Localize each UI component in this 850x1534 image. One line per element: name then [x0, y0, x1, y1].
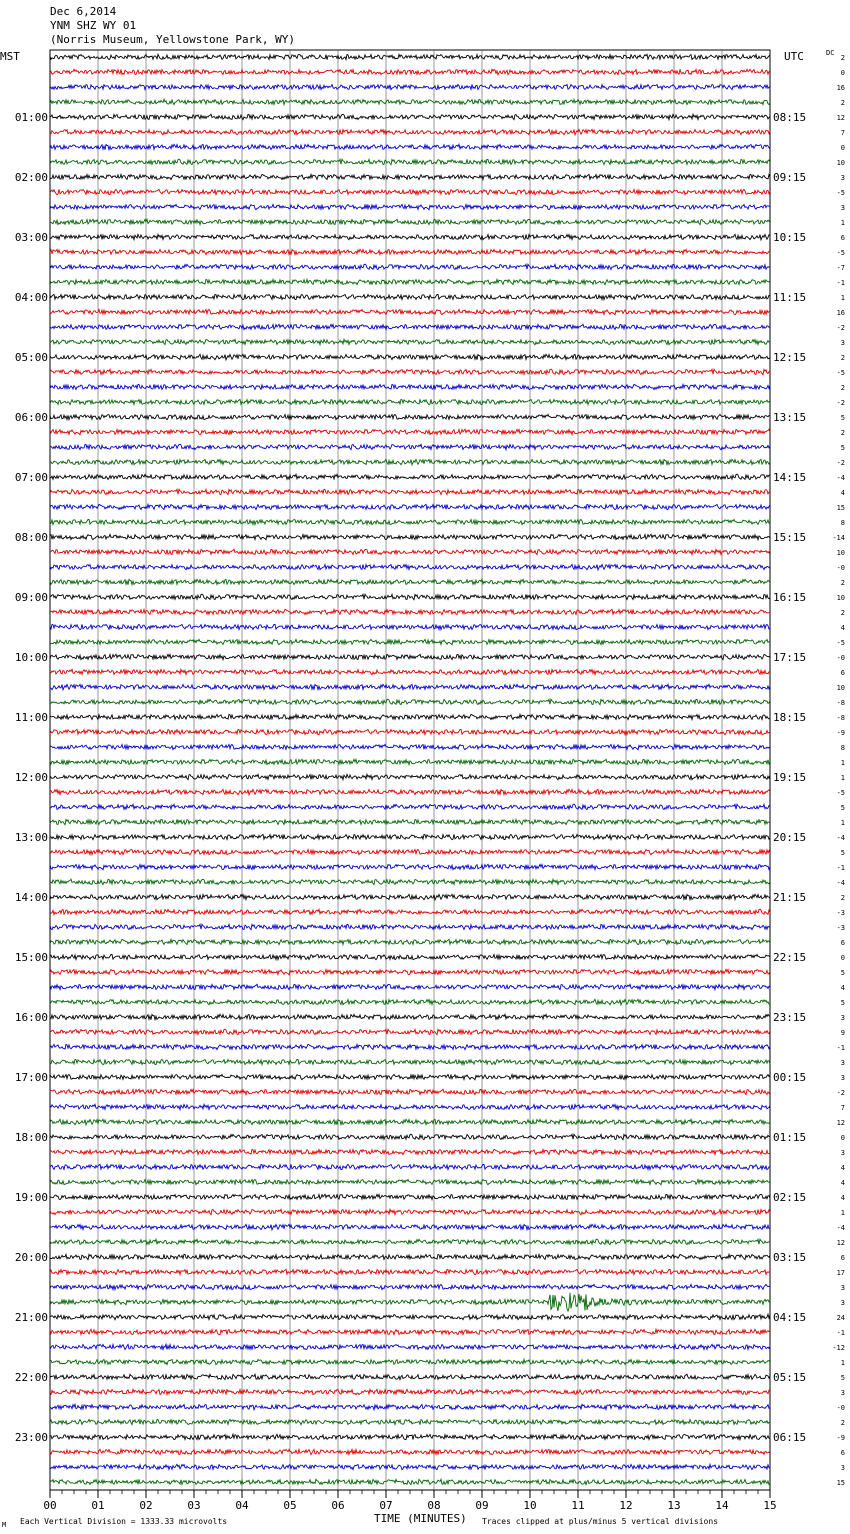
utc-hour-label: 08:15	[773, 111, 807, 124]
seismic-trace-83	[50, 1293, 770, 1311]
dc-offset-label: 15	[836, 1479, 845, 1487]
seismic-trace-73	[50, 1149, 770, 1154]
dc-offset-label: 2	[840, 429, 845, 437]
dc-offset-label: 4	[840, 1164, 845, 1172]
dc-offset-label: -1	[836, 279, 845, 287]
dc-offset-label: 4	[840, 984, 845, 992]
seismic-trace-38	[50, 624, 770, 629]
mst-hour-label: 01:00	[14, 111, 48, 124]
x-tick-label: 05	[283, 1499, 297, 1512]
seismic-trace-3	[50, 99, 770, 104]
seismic-trace-43	[50, 699, 770, 705]
seismic-trace-28	[50, 474, 770, 479]
utc-hour-label: 03:15	[773, 1251, 807, 1264]
dc-offset-label: -4	[836, 834, 845, 842]
dc-offset-label: -12	[832, 1344, 845, 1352]
dc-offset-label: -5	[836, 189, 845, 197]
dc-offset-label: 1	[840, 1209, 845, 1217]
seismic-trace-26	[50, 444, 770, 449]
seismic-trace-34	[50, 564, 770, 569]
dc-offset-label: 5	[840, 849, 845, 857]
dc-offset-label: 1	[840, 219, 845, 227]
dc-offset-label: 3	[840, 1014, 845, 1022]
seismic-trace-85	[50, 1329, 770, 1334]
seismic-trace-59	[50, 939, 770, 944]
seismic-trace-30	[50, 504, 770, 509]
dc-offset-label: 12	[836, 1119, 845, 1127]
dc-offset-label: 5	[840, 414, 845, 422]
mst-hour-label: 02:00	[14, 171, 48, 184]
seismic-trace-79	[50, 1239, 770, 1244]
dc-offset-label: -9	[836, 1434, 845, 1442]
mst-hour-label: 12:00	[14, 771, 48, 784]
dc-offset-label: 2	[840, 609, 845, 617]
mst-hour-label: 18:00	[14, 1131, 48, 1144]
seismic-trace-2	[50, 85, 770, 90]
mst-hour-label: 22:00	[14, 1371, 48, 1384]
seismic-trace-66	[50, 1044, 770, 1049]
record-date: Dec 6,2014	[50, 5, 117, 18]
dc-offset-label: 7	[840, 1104, 845, 1112]
dc-offset-label: 1	[840, 294, 845, 302]
dc-offset-label: 1	[840, 819, 845, 827]
mst-hour-label: 09:00	[14, 591, 48, 604]
dc-offset-label: 5	[840, 1374, 845, 1382]
dc-offset-label: 3	[840, 1299, 845, 1307]
station-location: (Norris Museum, Yellowstone Park, WY)	[50, 33, 296, 46]
mst-hour-label: 11:00	[14, 711, 48, 724]
seismic-trace-22	[50, 384, 770, 389]
dc-offset-label: 9	[840, 1029, 845, 1037]
seismic-trace-74	[50, 1164, 770, 1169]
seismic-trace-52	[50, 834, 770, 839]
dc-offset-label: 2	[840, 384, 845, 392]
seismic-trace-88	[50, 1374, 770, 1379]
seismic-trace-19	[50, 339, 770, 344]
mst-hour-label: 08:00	[14, 531, 48, 544]
dc-offset-label: 12	[836, 114, 845, 122]
x-tick-label: 03	[187, 1499, 201, 1512]
seismic-trace-91	[50, 1419, 770, 1424]
dc-offset-label: 1	[840, 1359, 845, 1367]
dc-offset-label: -1	[836, 864, 845, 872]
utc-hour-label: 00:15	[773, 1071, 807, 1084]
dc-offset-label: 8	[840, 744, 845, 752]
x-tick-label: 12	[619, 1499, 633, 1512]
mst-hour-label: 13:00	[14, 831, 48, 844]
utc-hour-label: 05:15	[773, 1371, 807, 1384]
seismic-trace-12	[50, 234, 770, 239]
seismic-trace-71	[50, 1119, 770, 1125]
mst-hour-label: 06:00	[14, 411, 48, 424]
mst-hour-label: 21:00	[14, 1311, 48, 1324]
seismic-trace-50	[50, 804, 770, 809]
seismic-trace-18	[50, 324, 770, 329]
seismic-trace-80	[50, 1254, 770, 1259]
dc-offset-label: -5	[836, 639, 845, 647]
seismic-trace-29	[50, 489, 770, 494]
dc-offset-label: 16	[836, 84, 845, 92]
mst-hour-label: 10:00	[14, 651, 48, 664]
seismic-trace-76	[50, 1194, 770, 1199]
dc-offset-label: 5	[840, 999, 845, 1007]
seismic-trace-84	[50, 1314, 770, 1320]
utc-hour-label: 19:15	[773, 771, 807, 784]
utc-hour-label: 23:15	[773, 1011, 807, 1024]
dc-offset-label: 3	[840, 1389, 845, 1397]
seismic-trace-1	[50, 69, 770, 75]
dc-offset-label: 17	[836, 1269, 845, 1277]
utc-hour-label: 20:15	[773, 831, 807, 844]
dc-offset-label: -1	[836, 1329, 845, 1337]
mst-hour-label: 17:00	[14, 1071, 48, 1084]
dc-offset-label: -1	[836, 1044, 845, 1052]
dc-offset-label: 0	[840, 1134, 845, 1142]
seismic-trace-16	[50, 294, 770, 299]
dc-offset-label: 0	[840, 954, 845, 962]
seismic-trace-51	[50, 819, 770, 824]
mst-hour-label: 14:00	[14, 891, 48, 904]
dc-offset-label: 2	[840, 1419, 845, 1427]
seismic-trace-90	[50, 1404, 770, 1410]
dc-offset-label: -5	[836, 369, 845, 377]
dc-offset-label: 3	[840, 1059, 845, 1067]
seismic-trace-72	[50, 1134, 770, 1140]
seismic-trace-27	[50, 459, 770, 465]
dc-offset-label: 6	[840, 939, 845, 947]
utc-hour-label: 01:15	[773, 1131, 807, 1144]
dc-offset-label: -2	[836, 324, 845, 332]
seismic-trace-49	[50, 789, 770, 795]
utc-hour-label: 11:15	[773, 291, 807, 304]
dc-offset-label: 0	[840, 144, 845, 152]
utc-hour-label: 18:15	[773, 711, 807, 724]
seismic-trace-82	[50, 1284, 770, 1289]
seismic-trace-70	[50, 1104, 770, 1109]
dc-offset-label: 3	[840, 174, 845, 182]
utc-hour-label: 16:15	[773, 591, 807, 604]
x-tick-label: 15	[763, 1499, 777, 1512]
dc-offset-label: -5	[836, 789, 845, 797]
dc-offset-label: 3	[840, 1464, 845, 1472]
dc-offset-label: -4	[836, 1224, 845, 1232]
seismic-trace-42	[50, 684, 770, 690]
utc-hour-label: 13:15	[773, 411, 807, 424]
mst-hour-label: 19:00	[14, 1191, 48, 1204]
x-axis-label: TIME (MINUTES)	[374, 1512, 467, 1525]
seismic-trace-45	[50, 729, 770, 734]
dc-offset-label: 10	[836, 159, 845, 167]
dc-offset-label: -4	[836, 879, 845, 887]
dc-offset-label: 2	[840, 354, 845, 362]
seismic-trace-55	[50, 879, 770, 884]
clip-note: Traces clipped at plus/minus 5 vertical divisions	[482, 1517, 719, 1526]
seismic-trace-77	[50, 1209, 770, 1214]
seismic-trace-60	[50, 954, 770, 959]
seismic-trace-68	[50, 1074, 770, 1079]
seismic-trace-81	[50, 1269, 770, 1274]
mst-hour-label: 20:00	[14, 1251, 48, 1264]
dc-offset-label: 0	[840, 69, 845, 77]
seismic-trace-89	[50, 1389, 770, 1394]
utc-hour-label: 17:15	[773, 651, 807, 664]
seismic-trace-57	[50, 909, 770, 914]
seismic-trace-21	[50, 369, 770, 375]
dc-offset-header: DC	[826, 49, 835, 57]
seismic-trace-7	[50, 159, 770, 165]
seismic-trace-25	[50, 429, 770, 435]
seismic-trace-58	[50, 924, 770, 929]
seismic-trace-20	[50, 354, 770, 360]
x-tick-label: 11	[571, 1499, 585, 1512]
utc-hour-label: 15:15	[773, 531, 807, 544]
seismic-trace-11	[50, 219, 770, 224]
dc-offset-label: -2	[836, 459, 845, 467]
x-tick-label: 06	[331, 1499, 345, 1512]
utc-hour-label: 10:15	[773, 231, 807, 244]
seismic-trace-10	[50, 204, 770, 209]
dc-offset-label: 1	[840, 774, 845, 782]
vertical-scale-note: Each Vertical Division = 1333.33 microvolts	[20, 1517, 228, 1526]
seismic-trace-31	[50, 519, 770, 524]
seismic-trace-33	[50, 549, 770, 554]
utc-hour-label: 14:15	[773, 471, 807, 484]
seismic-trace-65	[50, 1029, 770, 1035]
seismic-trace-62	[50, 984, 770, 989]
seismic-trace-53	[50, 849, 770, 854]
x-tick-label: 01	[91, 1499, 105, 1512]
dc-offset-label: 16	[836, 309, 845, 317]
seismic-trace-48	[50, 774, 770, 779]
seismic-trace-69	[50, 1089, 770, 1094]
dc-offset-label: 3	[840, 204, 845, 212]
dc-offset-label: 2	[840, 54, 845, 62]
mst-hour-label: 05:00	[14, 351, 48, 364]
dc-offset-label: -14	[832, 534, 845, 542]
seismic-trace-61	[50, 969, 770, 975]
dc-offset-label: -3	[836, 909, 845, 917]
seismic-trace-67	[50, 1059, 770, 1064]
utc-hour-label: 22:15	[773, 951, 807, 964]
dc-offset-label: 4	[840, 489, 845, 497]
station-code: YNM SHZ WY 01	[50, 19, 137, 32]
seismic-trace-94	[50, 1464, 770, 1469]
dc-offset-label: -0	[836, 564, 845, 572]
dc-offset-label: 10	[836, 594, 845, 602]
seismic-trace-95	[50, 1479, 770, 1484]
dc-offset-label: 3	[840, 1149, 845, 1157]
dc-offset-label: 5	[840, 804, 845, 812]
x-tick-label: 08	[427, 1499, 441, 1512]
dc-offset-label: -2	[836, 399, 845, 407]
utc-hour-label: 12:15	[773, 351, 807, 364]
seismic-trace-15	[50, 279, 770, 284]
corner-mark: M	[2, 1521, 7, 1529]
dc-offset-label: 6	[840, 1449, 845, 1457]
seismic-trace-14	[50, 264, 770, 270]
x-tick-label: 00	[43, 1499, 57, 1512]
dc-offset-label: 6	[840, 234, 845, 242]
seismic-trace-4	[50, 114, 770, 119]
dc-offset-label: 5	[840, 969, 845, 977]
seismic-trace-87	[50, 1359, 770, 1364]
mst-hour-label: 04:00	[14, 291, 48, 304]
seismic-trace-92	[50, 1434, 770, 1440]
utc-timezone-label: UTC	[784, 50, 804, 63]
mst-hour-label: 23:00	[14, 1431, 48, 1444]
dc-offset-label: 15	[836, 504, 845, 512]
dc-offset-label: -0	[836, 1404, 845, 1412]
seismic-trace-41	[50, 669, 770, 674]
dc-offset-label: 2	[840, 99, 845, 107]
dc-offset-label: 5	[840, 444, 845, 452]
seismic-trace-9	[50, 189, 770, 194]
seismic-trace-56	[50, 894, 770, 900]
seismic-trace-63	[50, 999, 770, 1004]
dc-offset-label: 6	[840, 669, 845, 677]
seismic-trace-13	[50, 249, 770, 254]
x-tick-label: 07	[379, 1499, 393, 1512]
seismic-trace-37	[50, 609, 770, 614]
mst-hour-label: 03:00	[14, 231, 48, 244]
dc-offset-label: 4	[840, 1179, 845, 1187]
utc-hour-label: 09:15	[773, 171, 807, 184]
utc-hour-label: 04:15	[773, 1311, 807, 1324]
x-tick-label: 13	[667, 1499, 681, 1512]
x-tick-label: 04	[235, 1499, 249, 1512]
mst-hour-label: 15:00	[14, 951, 48, 964]
seismic-trace-44	[50, 714, 770, 719]
dc-offset-label: 7	[840, 129, 845, 137]
dc-offset-label: -8	[836, 714, 845, 722]
dc-offset-label: 4	[840, 624, 845, 632]
dc-offset-label: -7	[836, 264, 845, 272]
utc-hour-label: 06:15	[773, 1431, 807, 1444]
local-timezone-label: MST	[0, 50, 20, 63]
seismic-trace-32	[50, 534, 770, 540]
dc-offset-label: -2	[836, 1089, 845, 1097]
dc-offset-label: 10	[836, 684, 845, 692]
seismic-trace-0	[50, 54, 770, 59]
seismic-trace-78	[50, 1224, 770, 1230]
mst-hour-label: 16:00	[14, 1011, 48, 1024]
dc-offset-label: -0	[836, 654, 845, 662]
seismic-trace-36	[50, 594, 770, 600]
seismic-trace-64	[50, 1014, 770, 1019]
dc-offset-label: 8	[840, 519, 845, 527]
seismic-trace-35	[50, 579, 770, 584]
utc-hour-label: 02:15	[773, 1191, 807, 1204]
x-tick-label: 14	[715, 1499, 729, 1512]
dc-offset-label: -4	[836, 474, 845, 482]
dc-offset-label: 24	[836, 1314, 845, 1322]
seismic-trace-23	[50, 399, 770, 404]
dc-offset-label: 3	[840, 339, 845, 347]
utc-hour-label: 21:15	[773, 891, 807, 904]
seismic-trace-6	[50, 144, 770, 149]
seismic-trace-93	[50, 1449, 770, 1454]
dc-offset-label: -3	[836, 924, 845, 932]
seismic-trace-75	[50, 1179, 770, 1184]
dc-offset-label: 2	[840, 579, 845, 587]
x-tick-label: 09	[475, 1499, 489, 1512]
dc-offset-label: 6	[840, 1254, 845, 1262]
seismic-trace-40	[50, 654, 770, 659]
seismic-trace-54	[50, 864, 770, 870]
dc-offset-label: 3	[840, 1284, 845, 1292]
mst-hour-label: 07:00	[14, 471, 48, 484]
dc-offset-label: -9	[836, 729, 845, 737]
seismic-trace-5	[50, 129, 770, 134]
dc-offset-label: 2	[840, 894, 845, 902]
x-tick-label: 02	[139, 1499, 153, 1512]
seismic-trace-46	[50, 744, 770, 749]
dc-offset-label: -8	[836, 699, 845, 707]
dc-offset-label: 1	[840, 759, 845, 767]
seismic-trace-17	[50, 309, 770, 314]
seismic-trace-24	[50, 414, 770, 419]
x-tick-label: 10	[523, 1499, 537, 1512]
seismic-trace-8	[50, 174, 770, 179]
seismic-trace-39	[50, 639, 770, 644]
seismic-trace-86	[50, 1344, 770, 1349]
dc-offset-label: 10	[836, 549, 845, 557]
seismic-trace-47	[50, 759, 770, 764]
dc-offset-label: 4	[840, 1194, 845, 1202]
dc-offset-label: -5	[836, 249, 845, 257]
dc-offset-label: 12	[836, 1239, 845, 1247]
dc-offset-label: 3	[840, 1074, 845, 1082]
